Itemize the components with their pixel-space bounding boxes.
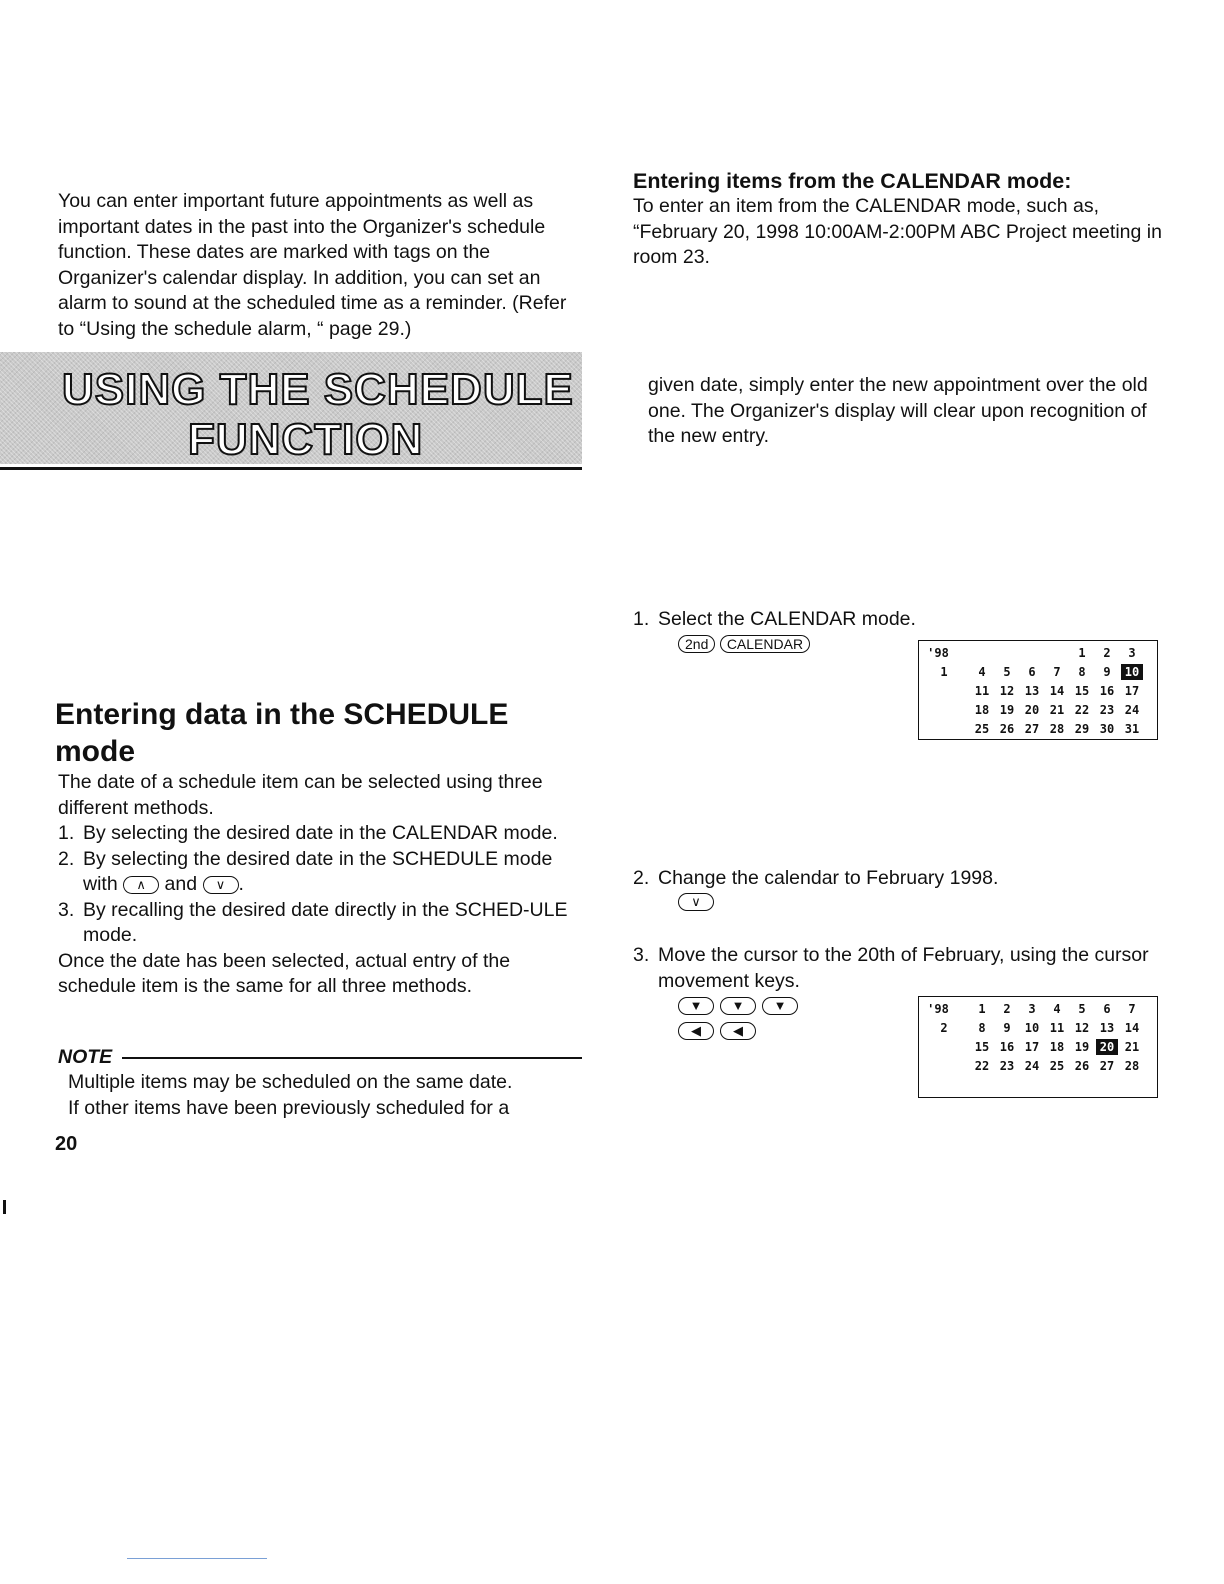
calendar-key-icon: CALENDAR: [720, 635, 810, 653]
method-text-after: .: [238, 873, 244, 895]
continuation-text: given date, simply enter the new appointment over the old one. The Organizer's display will clear upon recognition of the new entry.: [648, 374, 1148, 447]
lcd-day: 9: [1003, 1021, 1011, 1035]
lcd-day: 26: [1074, 1059, 1090, 1073]
bottom-rule: [127, 1558, 267, 1559]
lcd-day: 23: [1099, 703, 1115, 717]
lcd-day: 11: [1049, 1021, 1065, 1035]
cursor-down-key-icon: ▼: [720, 997, 756, 1015]
lcd-day: 6: [1103, 1002, 1111, 1016]
method-text-before: By selecting the desired date in the SCHEDULE mode with: [83, 847, 553, 895]
lcd-day: 1: [1078, 646, 1086, 660]
lcd-day: 17: [1024, 1040, 1040, 1054]
step-number: 1.: [633, 608, 650, 630]
page-number: 20: [55, 1133, 78, 1155]
section-heading-line1: Entering data in the SCHEDULE: [55, 698, 509, 731]
lcd-day: 2: [1003, 1002, 1011, 1016]
lcd-day: 17: [1124, 684, 1140, 698]
method-joiner: and: [164, 873, 198, 895]
lcd-day: 27: [1024, 722, 1040, 736]
lcd-day: 27: [1099, 1059, 1115, 1073]
method-number: 2.: [58, 847, 75, 870]
calendar-section-heading: Entering items from the CALENDAR mode:: [633, 169, 1072, 193]
method-item-1: [58, 821, 588, 847]
lcd-day: 4: [978, 665, 986, 679]
section-heading: [55, 696, 595, 770]
lcd-day: 1: [978, 1002, 986, 1016]
lcd-month: 2: [940, 1021, 948, 1035]
lcd-calendar-january: [918, 640, 1158, 740]
method-item-3: [58, 898, 588, 949]
page-title-line2: FUNCTION: [188, 415, 424, 464]
lcd-day: 18: [974, 703, 990, 717]
cursor-down-key-icon: ▼: [678, 997, 714, 1015]
lcd-day: 3: [1028, 1002, 1036, 1016]
lcd-month: 1: [940, 665, 948, 679]
lcd-day: 11: [974, 684, 990, 698]
down-arrow-key-icon: ∨: [203, 876, 239, 894]
lcd-day: 24: [1024, 1059, 1040, 1073]
2nd-key-icon: 2nd: [678, 635, 715, 653]
lcd-day: 28: [1124, 1059, 1140, 1073]
down-arrow-key-icon: ∨: [678, 893, 714, 911]
lcd-day: 16: [1099, 684, 1115, 698]
step-text: Move the cursor to the 20th of February, using the cursor movement keys.: [658, 944, 1149, 992]
step-1-keys: [678, 635, 810, 653]
lcd-day: 18: [1049, 1040, 1065, 1054]
lcd-day: 5: [1003, 665, 1011, 679]
step-3-keys-row-2: [678, 1022, 762, 1040]
lcd-day: 9: [1103, 665, 1111, 679]
step-number: 2.: [633, 867, 650, 889]
note-line-2: If other items have been previously scheduled for a: [68, 1096, 510, 1119]
lcd-day: 23: [999, 1059, 1015, 1073]
lcd-cursor-day: 10: [1121, 664, 1143, 680]
lcd-day: 8: [1078, 665, 1086, 679]
continued-note-text: [648, 373, 1168, 450]
lcd-day: 12: [999, 684, 1015, 698]
lcd-day: 25: [1049, 1059, 1065, 1073]
step-3: [633, 943, 1173, 994]
method-text: By selecting the desired date in the CALENDAR mode.: [83, 822, 558, 844]
lcd-year: '98: [927, 646, 949, 660]
note-line-1: Multiple items may be scheduled on the same date.: [68, 1071, 513, 1093]
step-text: Change the calendar to February 1998.: [658, 867, 999, 889]
note-rule: [122, 1057, 582, 1059]
lcd-day: 26: [999, 722, 1015, 736]
method-number: 3.: [58, 898, 75, 921]
lcd-day: 14: [1049, 684, 1065, 698]
lcd-calendar-february: [918, 996, 1158, 1098]
intro-paragraph: [58, 189, 588, 342]
cursor-down-key-icon: ▼: [762, 997, 798, 1015]
lcd-day: 16: [999, 1040, 1015, 1054]
lcd-day: 19: [999, 703, 1015, 717]
lcd-day: 2: [1103, 646, 1111, 660]
title-rule: [0, 467, 582, 470]
lcd-day: 21: [1049, 703, 1065, 717]
up-arrow-key-icon: ∧: [123, 876, 159, 894]
lcd-day: 19: [1074, 1040, 1090, 1054]
section-lead: The date of a schedule item can be selected using three different methods.: [58, 771, 543, 819]
lcd-day: 7: [1053, 665, 1061, 679]
method-item-2: [58, 847, 588, 898]
calendar-intro-text: To enter an item from the CALENDAR mode, such as, “February 20, 1998 10:00AM-2:00PM ABC Project meeting in room 23.: [633, 195, 1162, 268]
lcd-day: 12: [1074, 1021, 1090, 1035]
lcd-cursor-day: 20: [1096, 1039, 1118, 1055]
lcd-day: 3: [1128, 646, 1136, 660]
lcd-day: 6: [1028, 665, 1036, 679]
calendar-intro: [633, 194, 1173, 271]
step-2-keys: [678, 893, 714, 911]
lcd-day: 29: [1074, 722, 1090, 736]
lcd-day: 5: [1078, 1002, 1086, 1016]
lcd-day: 8: [978, 1021, 986, 1035]
section-closing: Once the date has been selected, actual entry of the schedule item is the same for all three methods.: [58, 949, 511, 997]
step-text: Select the CALENDAR mode.: [658, 608, 916, 630]
lcd-day: 31: [1124, 722, 1140, 736]
step-1: [633, 607, 1173, 633]
lcd-day: 20: [1024, 703, 1040, 717]
step-2: [633, 866, 1173, 892]
lcd-day: 14: [1124, 1021, 1140, 1035]
lcd-day: 13: [1024, 684, 1040, 698]
cursor-left-key-icon: ◀: [678, 1022, 714, 1040]
step-3-keys-row-1: [678, 997, 804, 1015]
lcd-day: 15: [974, 1040, 990, 1054]
cursor-left-key-icon: ◀: [720, 1022, 756, 1040]
lcd-day: 4: [1053, 1002, 1061, 1016]
lcd-day: 13: [1099, 1021, 1115, 1035]
section-body: [58, 770, 588, 1000]
section-heading-line2: mode: [55, 735, 136, 768]
lcd-day: 10: [1024, 1021, 1040, 1035]
lcd-day: 25: [974, 722, 990, 736]
step-number: 3.: [633, 944, 650, 966]
lcd-day: 7: [1128, 1002, 1136, 1016]
lcd-year: '98: [927, 1002, 949, 1016]
lcd-day: 30: [1099, 722, 1115, 736]
lcd-day: 22: [974, 1059, 990, 1073]
method-number: 1.: [58, 822, 75, 844]
margin-mark: [3, 1200, 6, 1214]
page-title-line1: USING THE SCHEDULE: [62, 365, 574, 414]
note-label: NOTE: [58, 1046, 113, 1068]
lcd-day: 24: [1124, 703, 1140, 717]
note-body: [68, 1070, 588, 1121]
method-text: By recalling the desired date directly in the SCHED-ULE mode.: [83, 898, 568, 946]
lcd-day: 22: [1074, 703, 1090, 717]
method-text: [83, 847, 588, 898]
intro-text: You can enter important future appointments as well as important dates in the past into the Organizer's schedule function. These dates are marked with tags on the Organizer's calendar display. In addition, you can set an alarm to sound at the scheduled time as a reminder. (Refer to “Using the schedule alarm, “ page 29.): [58, 190, 567, 340]
lcd-day: 28: [1049, 722, 1065, 736]
lcd-day: 15: [1074, 684, 1090, 698]
lcd-day: 21: [1124, 1040, 1140, 1054]
